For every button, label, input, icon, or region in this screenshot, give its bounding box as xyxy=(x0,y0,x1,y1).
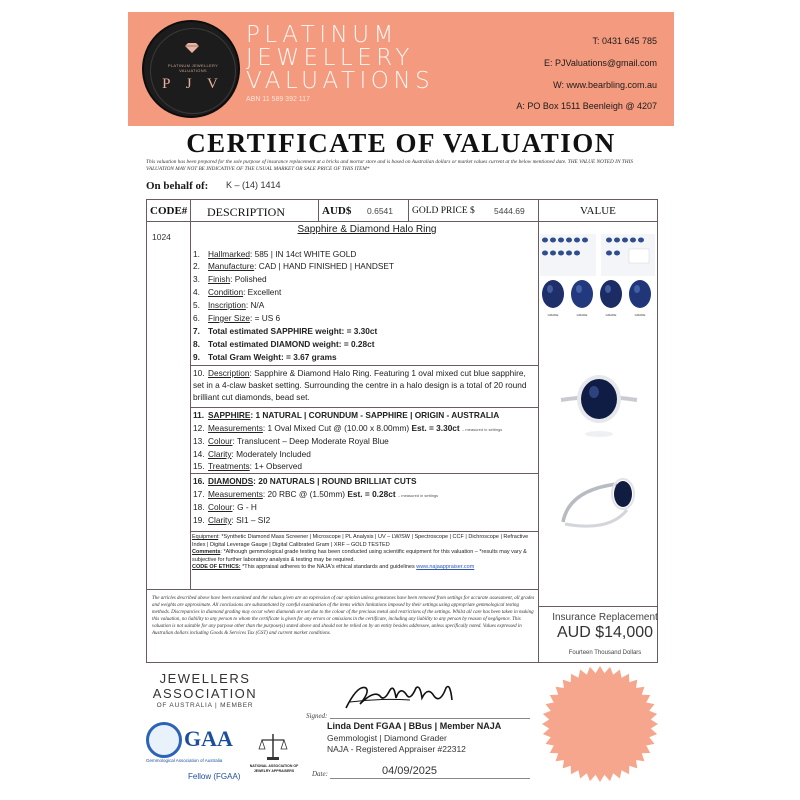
row-divider-16 xyxy=(190,473,538,474)
brand-name-line2: JEWELLERY xyxy=(246,45,414,71)
detail-row-8: 8. Total estimated DIAMOND weight: = 0.28ct xyxy=(193,339,375,349)
scales-icon xyxy=(258,732,288,762)
header-gold-price: GOLD PRICE $ xyxy=(412,206,475,216)
insurance-label: Insurance Replacement xyxy=(552,612,658,623)
handwritten-signature xyxy=(340,678,480,716)
row-divider-10 xyxy=(190,365,538,366)
header-value: VALUE xyxy=(580,205,616,217)
abn-number: ABN 11 589 392 117 xyxy=(246,96,310,103)
seal-shape xyxy=(542,666,658,782)
ja-logo-line3: OF AUSTRALIA | MEMBER xyxy=(156,702,254,709)
detail-row-11: 11. SAPPHIRE: 1 NATURAL | CORUNDUM - SAPPHIRE | ORIGIN - AUSTRALIA xyxy=(193,410,500,420)
insurance-box-top xyxy=(538,606,658,607)
detail-row-6: 6. Finger Size: = US 6 xyxy=(193,313,281,323)
gaa-globe-icon xyxy=(146,722,182,758)
date-line xyxy=(330,778,530,779)
gaa-fellow: Fellow (FGAA) xyxy=(188,772,241,781)
detail-row-16: 16. DIAMONDS: 20 NATURALS | ROUND BRILLIAT CUTS xyxy=(193,476,417,486)
valuation-date: 04/09/2025 xyxy=(382,765,438,777)
table-border-bottom xyxy=(146,662,658,663)
disclaimer-divider xyxy=(146,589,538,590)
table-border-left xyxy=(146,199,147,663)
brand-name-line3: VALUATIONS xyxy=(246,68,435,94)
row-divider-11 xyxy=(190,407,538,408)
detail-row-13: 13. Colour: Translucent – Deep Moderate Royal Blue xyxy=(193,436,389,446)
photo-grade-label-3: GRADE xyxy=(605,313,617,317)
detail-row-1: 1. Hallmarked: 585 | IN 14ct WHITE GOLD xyxy=(193,249,357,259)
diamond-icon xyxy=(185,43,199,53)
header-description: DESCRIPTION xyxy=(207,205,286,219)
photo-grade-label-2: GRADE xyxy=(576,313,588,317)
detail-row-9: 9. Total Gram Weight: = 3.67 grams xyxy=(193,352,337,362)
header-divider-2 xyxy=(408,199,409,221)
appraiser-registration: NAJA - Registered Appraiser #22312 xyxy=(327,744,466,754)
photo-grade-label-1: GRADE xyxy=(547,313,559,317)
naja-logo-text: NATIONAL ASSOCIATION OF JEWELRY APPRAISERS xyxy=(249,764,299,773)
on-behalf-label: On behalf of: xyxy=(146,180,209,192)
gaa-logo-text: GAA xyxy=(184,726,233,751)
header-aud: AUD$ xyxy=(322,205,352,217)
table-border-right xyxy=(657,199,658,663)
signature-line xyxy=(330,718,530,719)
insurance-amount: AUD $14,000 xyxy=(556,624,654,641)
on-behalf-value: K – (14) 1414 xyxy=(226,180,281,190)
appraiser-name: Linda Dent FGAA | BBus | Member NAJA xyxy=(327,721,502,731)
photo-grade-label-4: GRADE xyxy=(634,313,646,317)
gold-price-value: 5444.69 xyxy=(494,206,525,216)
logo-ring-text: PLATINUM JEWELLERY VALUATIONS xyxy=(167,63,219,73)
pjv-logo xyxy=(142,20,240,118)
detail-row-3: 3. Finish: Polished xyxy=(193,274,267,284)
item-code: 1024 xyxy=(152,232,171,242)
detail-row-2: 2. Manufacture: CAD | HAND FINISHED | HANDSET xyxy=(193,261,394,271)
detail-row-18: 18. Colour: G - H xyxy=(193,502,257,512)
disclaimer-text: The articles described above have been examined and the values given are an expression of our opinion unless gemstones have been removed from settings for accurate assessment, all grades and weights are approximate. All conclusions are substantiated by careful examination of the items within limitations imposed by their settings using appropriate gemmological testing methods. Discrepancies in diamond grading may occur when diamonds are set due to the colour of the precious metal and restrictions of the settings. Whilst all care has been taken in making this valuation, no liability to any person to whom the certificate is given for any errors or omissions in the certificate, including any liability to any person by reason of negligence. This valuation is not suitable for any purpose other than the purpose(s) stated above and should not be relied on by an entity besides addressee, unless specifically noted. Values expressed in Australian dollars including Goods & Services Tax (GST) and current market conditions. xyxy=(152,596,535,636)
detail-row-17: 17. Measurements: 20 RBC @ (1.50mm) Est. = 0.28ct – measured in settings xyxy=(193,489,439,499)
detail-row-19: 19. Clarity: SI1 – SI2 xyxy=(193,515,271,525)
row-divider-equip xyxy=(190,531,538,532)
certificate-title: CERTIFICATE OF VALUATION xyxy=(186,128,616,158)
table-border-top xyxy=(146,199,658,200)
detail-row-14: 14. Clarity: Moderately Included xyxy=(193,449,311,459)
detail-row-15: 15. Treatments: 1+ Observed xyxy=(193,461,303,471)
contact-address: A: PO Box 1511 Beenleigh @ 4207 xyxy=(516,101,657,111)
ja-logo-line1: JEWELLERS xyxy=(159,671,251,686)
appraiser-title: Gemmologist | Diamond Grader xyxy=(327,733,447,743)
ja-logo-line2: ASSOCIATION xyxy=(152,686,258,701)
equipment-notes: Equipment: *Synthetic Diamond Mass Screener | Microscope | PL Analysis | UV – LW/SW | Spectroscope | CCF | Dichroscope | Refractive Index | Digital Leverage Gauge | Digital Calibrated Gram | XRF – GOLD TESTED Comments: *Although gemmological grade testing has been conducted using scientific equipment for this valuation – *results may vary & subjective for further laboratory analysis & testing may be required. CODE OF ETHICS: *This appraisal adheres to the NAJA's ethical standards and guidelines www.najaappraiser.com xyxy=(192,534,529,570)
gaa-full-name: Gemmological Association of Australia xyxy=(146,758,223,763)
value-photos xyxy=(539,222,657,606)
intro-text: This valuation has been prepared for the sole purpose of insurance replacement at a bricks and mortar store and is based on Australian dollars or market values current at the below mentioned date. THE VALUE NOTED IN THIS VALUATION MAY NOT BE INDICATIVE OF THE USUAL MARKET OR SALE PRICE OF THIS ITEM* xyxy=(146,159,633,172)
header-code: CODE# xyxy=(150,205,188,217)
detail-row-4: 4. Condition: Excellent xyxy=(193,287,282,297)
detail-row-7: 7. Total estimated SAPPHIRE weight: = 3.30ct xyxy=(193,326,378,336)
contact-email[interactable]: E: PJValuations@gmail.com xyxy=(543,58,657,68)
detail-row-5: 5. Inscription: N/A xyxy=(193,300,265,310)
signed-label: Signed: xyxy=(306,712,328,720)
naja-website-link[interactable]: www.najaappraiser.com xyxy=(416,564,475,570)
contact-website[interactable]: W: www.bearbling.com.au xyxy=(553,80,657,90)
official-seal xyxy=(540,664,660,784)
detail-row-12: 12. Measurements: 1 Oval Mixed Cut @ (10.00 x 8.00mm) Est. = 3.30ct – measured in settings xyxy=(193,423,503,433)
detail-row-10-description: 10. Description: Sapphire & Diamond Halo Ring. Featuring 1 oval mixed cut blue sapphire, set in a 4-claw basket setting. Surrounding the centre in a halo design is a total of 20 round brilliant cut diamonds, bead set. xyxy=(193,368,527,402)
brand-name-line1: PLATINUM xyxy=(246,22,398,48)
insurance-amount-words: Fourteen Thousand Dollars xyxy=(568,650,642,656)
date-label: Date: xyxy=(312,770,328,778)
item-title: Sapphire & Diamond Halo Ring xyxy=(297,224,437,235)
contact-phone: T: 0431 645 785 xyxy=(592,36,657,46)
header-divider-1 xyxy=(318,199,319,221)
logo-initials: P J V xyxy=(162,76,224,92)
aud-rate-value: 0.6541 xyxy=(367,206,393,216)
